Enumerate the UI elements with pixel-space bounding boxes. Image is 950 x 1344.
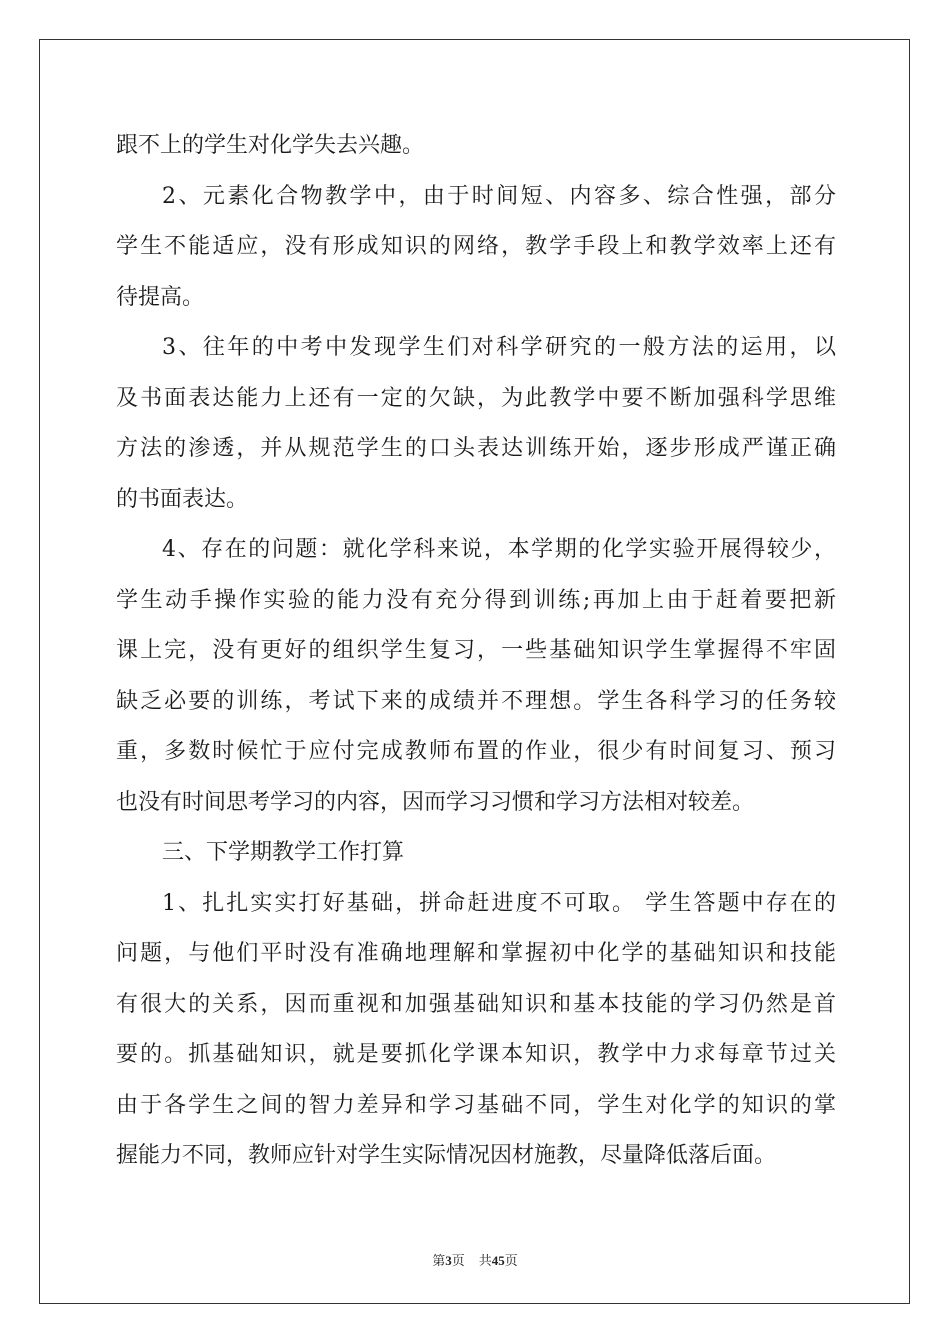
page-prefix: 第 xyxy=(432,1254,446,1269)
text-line: 学生不能适应，没有形成知识的网络，教学手段上和教学效率上还有 xyxy=(116,234,836,259)
section-heading: 三、下学期教学工作打算 xyxy=(162,840,405,865)
text-line: 跟不上的学生对化学失去兴趣。 xyxy=(116,133,425,158)
text-line: 由于各学生之间的智力差异和学习基础不同，学生对化学的知识的掌 xyxy=(116,1092,836,1118)
total-prefix: 共 xyxy=(478,1254,492,1269)
total-pages: 45 xyxy=(491,1253,505,1268)
text-line: 方法的渗透，并从规范学生的口头表达训练开始，逐步形成严谨正确 xyxy=(116,436,836,461)
text-line: 3、往年的中考中发现学生们对科学研究的一般方法的运用，以 xyxy=(162,335,836,360)
text-line: 重，多数时候忙于应付完成教师布置的作业，很少有时间复习、预习 xyxy=(116,739,836,764)
text-line: 要的。抓基础知识，就是要抓化学课本知识，教学中力求每章节过关 xyxy=(116,1042,836,1067)
text-line: 的书面表达。 xyxy=(116,486,249,512)
text-line: 握能力不同，教师应针对学生实际情况因材施教，尽量降低落后面。 xyxy=(116,1143,777,1168)
text-line: 也没有时间思考学习的内容，因而学习习惯和学习方法相对较差。 xyxy=(116,789,755,815)
text-line: 有很大的关系，因而重视和加强基础知识和基本技能的学习仍然是首 xyxy=(116,991,836,1017)
text-line: 学生动手操作实验的能力没有充分得到训练;再加上由于赶着要把新 xyxy=(116,587,836,613)
text-line: 待提高。 xyxy=(116,284,205,310)
text-line: 4、存在的问题：就化学科来说，本学期的化学实验开展得较少， xyxy=(162,537,836,562)
text-line: 课上完，没有更好的组织学生复习，一些基础知识学生掌握得不牢固 xyxy=(116,638,836,663)
total-suffix: 页 xyxy=(504,1254,518,1269)
page-footer xyxy=(0,1250,950,1269)
text-line: 及书面表达能力上还有一定的欠缺，为此教学中要不断加强科学思维 xyxy=(116,385,836,411)
text-line: 缺乏必要的训练，考试下来的成绩并不理想。学生各科学习的任务较 xyxy=(116,688,836,714)
page-suffix: 页 xyxy=(451,1254,465,1269)
text-line: 1、扎扎实实打好基础，拼命赶进度不可取。 学生答题中存在的 xyxy=(162,890,836,916)
page-number: 3 xyxy=(445,1253,452,1268)
text-line: 2、元素化合物教学中，由于时间短、内容多、综合性强，部分 xyxy=(162,183,836,209)
text-line: 问题，与他们平时没有准确地理解和掌握初中化学的基础知识和技能 xyxy=(116,941,836,966)
document-body xyxy=(116,121,836,1182)
